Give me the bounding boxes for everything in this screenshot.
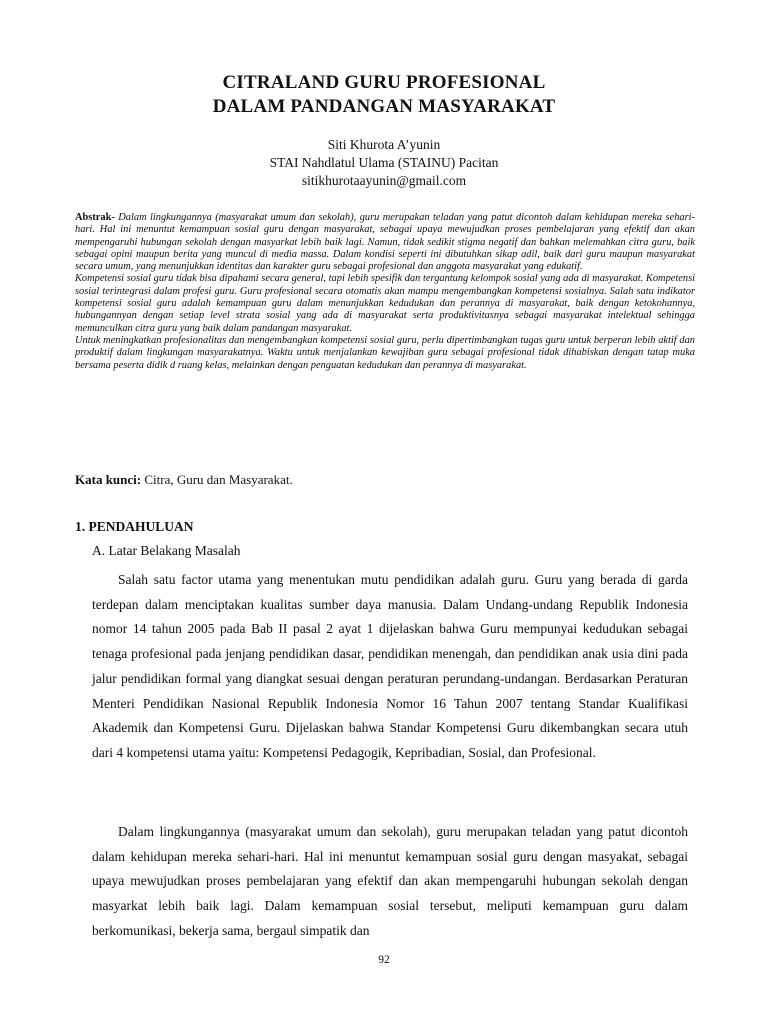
abstract-paragraph-1 <box>75 212 695 273</box>
keywords-label: Kata kunci: <box>75 472 142 487</box>
page-number: 92 <box>378 954 390 966</box>
abstract <box>75 212 695 372</box>
keywords <box>75 472 293 488</box>
body-paragraph-1: Salah satu factor utama yang menentukan mutu pendidikan adalah guru. Guru yang berada di garda terdepan dalam menciptakan kualitas sumber daya manusia. Dalam Undang-undang Republik Indonesia nomor 14 tahun 2005 pada Bab II pasal 2 ayat 1 dijelaskan bahwa Guru mempunyai kedudukan sebagai tenaga profesional pada jenjang pendidikan dasar, pendidikan menengah, dan pendidikan anak usia dini pada jalur pendidikan formal yang diangkat sesuai dengan peraturan perundang-undangan. Berdasarkan Peraturan Menteri Pendidikan Nasional Republik Indonesia Nomor 16 Tahun 2007 tentang Standar Kualifikasi Akademik dan Kompetensi Guru. Dijelaskan bahwa Standar Kompetensi Guru dikembangkan secara utuh dari 4 kompetensi utama yaitu: Kompetensi Pedagogik, Kepribadian, Sosial, dan Profesional. <box>92 572 688 760</box>
keywords-value: Citra, Guru dan Masyarakat. <box>141 472 293 487</box>
subsection-heading: A. Latar Belakang Masalah <box>92 543 241 558</box>
section-heading: 1. PENDAHULUAN <box>75 519 194 534</box>
paper-title-line-2: DALAM PANDANGAN MASYARAKAT <box>212 96 556 117</box>
paper-title-line-1: CITRALAND GURU PROFESIONAL <box>222 72 546 93</box>
abstract-paragraph-3: Untuk meningkatkan profesionalitas dan mengembangkan kompetensi sosial guru, perlu dipertimbangkan tugas guru untuk berperan lebih aktif dan produktif dalam lingkungan masyarakatnya. Waktu untuk menjalankan kewajiban guru sebagai profesional tidak dihabiskan dengan tatap muka bersama peserta didik d ruang kelas, melainkan dengan penguatan kedudukan dan perannya di masyarakat. <box>75 334 695 371</box>
abstract-label: Abstrak- <box>75 212 115 223</box>
author-name: Siti Khurota A’yunin <box>327 137 441 152</box>
abstract-text-1: Dalam lingkungannya (masyarakat umum dan sekolah), guru merupakan teladan yang patut dicontoh dalam kehidupan mereka sehari-hari. Hal ini menuntut kemampuan sosial guru dengan masyarakat, sebagai upaya mewujudkan proses pembelajaran yang efektif dan akan mempengaruhi hubungan sekolah dengan masyarkat lebih baik lagi. Namun, tidak sedikit stigma negatif dan bahkan melemahkan citra guru, baik sebagai opini maupun berita yang muncul di media massa. Dalam kondisi seperti ini dibutuhkan sikap adil, baik dari guru maupun masyarakat secara umum, yang menunjukkan identitas dan karakter guru sebagai profesional dan anggota masyarakat yang edukatif. <box>75 212 695 273</box>
author-email: sitikhurotaayunin@gmail.com <box>301 173 467 188</box>
abstract-paragraph-2: Kompetensi sosial guru tidak bisa dipahami secara general, tapi lebih spesifik dan tergantung kelompok sosial yang ada di masyarakat. Kompetensi sosial terintegrasi dalam profesi guru. Guru profesional secara otomatis akan mampu mengembangkan kompetensi sosialnya. Salah satu indikator kompetensi sosial guru adalah kemampuan guru dalam menunjukkan kedudukan dan perannya di masyarakat, baik dengan ketokohannya, hubungannyan dengan setiap level strata sosial yang ada di masyarakat serta produktivitasnya sebagai masyarakat intelektual sehingga memunculkan citra guru yang baik dalam pandangan masyarakat. <box>75 273 695 334</box>
body-paragraph-2: Dalam lingkungannya (masyarakat umum dan sekolah), guru merupakan teladan yang patut dicontoh dalam kehidupan mereka sehari-hari. Hal ini menuntut kemampuan sosial guru dengan masyakat, sebagai upaya mewujudkan proses pembelajaran yang efektif dan akan mempengaruhi hubungan sekolah dengan masyarkat lebih baik lagi. Dalam kemampuan sosial tersebut, meliputi kemampuan guru dalam berkomunikasi, bekerja sama, bergaul simpatik dan <box>92 824 688 938</box>
author-affiliation: STAI Nahdlatul Ulama (STAINU) Pacitan <box>269 155 499 170</box>
